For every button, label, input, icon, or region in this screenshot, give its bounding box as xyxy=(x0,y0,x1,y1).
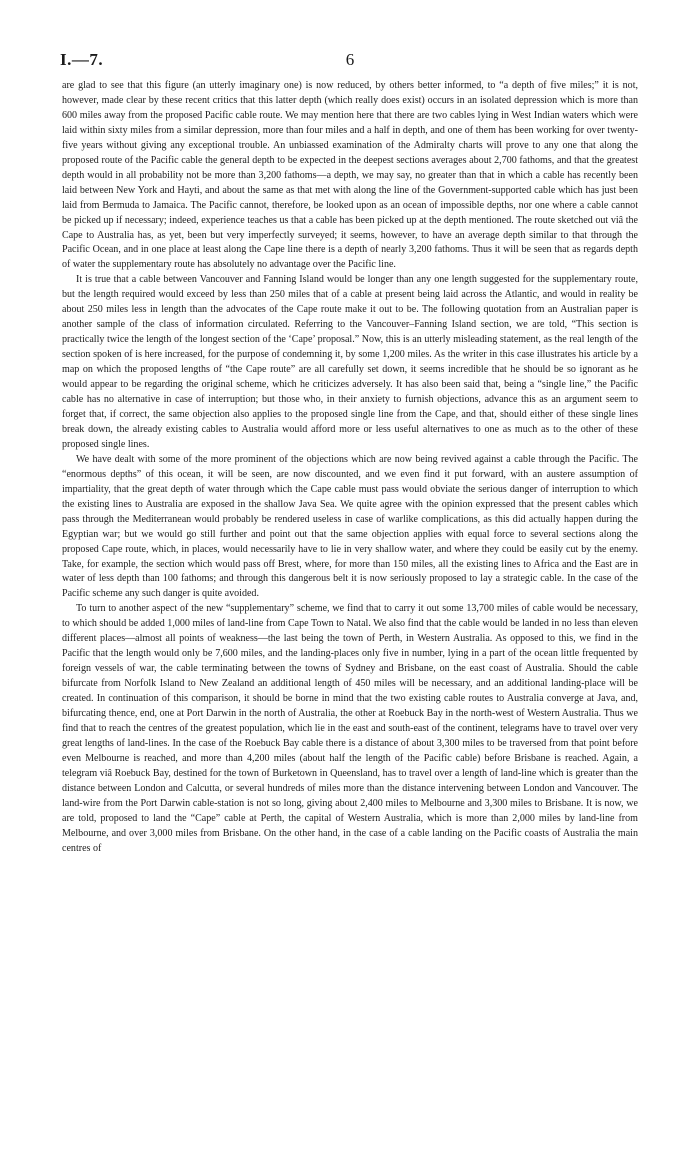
paragraph-2: It is true that a cable between Vancouver and Fanning Island would be longer than any one length suggested for the supplementary route, but the length required would exceed by less than 250 miles that of a cable at present being laid across the Atlantic, and would in reality be about 250 miles less in length than the advocates of the Cape route make it out to be. The following quotation from an Australian paper is another sample of the class of information circulated. Referring to the Vancouver–Fanning Island section, we are told, “This section is practically twice the length of the longest section of the ‘Cape’ proposal.” Now, this is an utterly misleading statement, as the real length of the section spoken of is here increased, for the purpose of condemning it, by some 1,200 miles. As the writer in this case illustrates his article by a map on which the proposed lengths of “the Cape route” are all carefully set down, it seems incredible that he should be so ignorant as he would appear to be regarding the original scheme, which he criticizes adversely. It has also been said that, being a “single line,” the Pacific cable has no alternative in case of interruption; but those who, in their anxiety to furnish objections, advance this as an argument seem to forget that, if correct, the same objection also applies to the proposed single line from the Cape, and that, should either of these single lines break down, the already existing cables to Australia would afford more or less useful alternatives to one as much as to the other of these proposed single lines. xyxy=(62,274,638,450)
page-number: 6 xyxy=(345,50,355,69)
paragraph-3: We have dealt with some of the more prominent of the objections which are now being revived against a cable through the Pacific. The “enormous depths” of this ocean, it will be seen, are now discounted, and we even find it put forward, with an austere assumption of impartiality, that the great depth of water through which the Cape cable must pass would obviate the serious danger of interruption to which the existing lines to Australia are exposed in the shallow Java Sea. We quite agree with the opinion expressed that the present cables which pass through the Mediterranean would probably be rendered useless in case of warlike complications, as this did actually happen during the Egyptian war; but we would go still further and point out that the same objection applies with equal force to several sections along the proposed Cape route, which, in places, would necessarily have to lie in very shallow water, and where they could be easily cut by the enemy. Take, for example, the section which would pass off Brest, where, for more than 150 miles, all the existing lines to Africa and the East are in water of less depth than 100 fathoms; and through this dangerous belt it is now seriously proposed to lay a strategic cable. In the case of the Pacific scheme any such danger is quite avoided. xyxy=(62,453,638,600)
page-header xyxy=(60,50,640,72)
paragraph-1: are glad to see that this figure (an utterly imaginary one) is now reduced, by others better informed, to “a depth of five miles;” it is not, however, made clear by these recent critics that this latter depth (which really does exist) occurs in an isolated depression which is more than 600 miles away from the proposed Pacific cable route. We may mention here that there are two cables lying in West Indian waters which were laid within sixty miles from a similar depression, more than four miles and a half in depth, and one of them has been working for over twenty-five years without giving any exceptional trouble. An unbiassed examination of the Admiralty charts will prove to any one that along the proposed route of the Pacific cable the general depth to be expected in the deepest sections averages about 2,700 fathoms, and that the greatest depth would in all probability not be more than 3,200 fathoms—a depth, we may say, no greater than that in which a cable has recently been laid between New York and Hayti, and about the same as that met with along the line of the Government-supported cable which has just been laid from Bermuda to Jamaica. The Pacific cannot, therefore, be looked upon as an ocean of impossible depths, nor one where a cable cannot be picked up if necessary; indeed, experience teaches us that a cable has been picked up at the depth mentioned. The route sketched out viâ the Cape to Australia has, as yet, been but very imperfectly surveyed; it seems, however, to have an average depth similar to that through the Pacific Ocean, and in one place at least along the Cape line there is a depth of nearly 3,200 fathoms. Thus it will be seen that as regards depth of water the supplementary route has absolutely no advantage over the Pacific line. xyxy=(62,80,638,271)
document-reference: I.—7. xyxy=(60,50,104,69)
paragraph-4: To turn to another aspect of the new “supplementary” scheme, we find that to carry it out some 13,700 miles of cable would be necessary, to which should be added 1,000 miles of land-line from Cape Town to Natal. We also find that the cable would be landed in no less than eleven different places—almost all points of weakness—the last being the town of Perth, in Western Australia. As opposed to this, we find in the Pacific that the length would only be 7,600 miles, and the landing-places only five in number, lying in a part of the ocean little frequented by foreign vessels of war, the cable terminating between the towns of Sydney and Brisbane, on the east coast of Australia. Should the cable bifurcate from Norfolk Island to New Zealand an additional length of 450 miles will be necessary, and an additional landing-place will be created. In continuation of this comparison, it should be borne in mind that the two existing cable routes to Australia converge at Java, and, bifurcating thence, end, one at Port Darwin in the north of Australia, the other at Roebuck Bay in the north-west of Western Australia. Thus we find that to reach the centres of the greatest population, which lie in the east and south-east of the continent, telegrams have to travel over very great lengths of land-lines. In the case of the Roebuck Bay cable there is a distance of about 3,300 miles to be traversed from that point before even Melbourne is reached, and more than 4,200 miles (about half the length of the Pacific cable) before Brisbane is reached. Again, a telegram viâ Roebuck Bay, destined for the town of Burketown in Queensland, has to travel over a length of land-line which is greater than the distance between London and Calcutta, or several hundreds of miles more than the distance intervening between London and Vancouver. The land-wire from the Port Darwin cable-station is not so long, giving about 2,400 miles to Melbourne and 3,300 miles to Brisbane. It is now, we are told, proposed to land the “Cape” cable at Perth, the capital of Western Australia, which is more than 2,000 miles by land-line from Melbourne, and over 3,000 miles from Brisbane. On the other hand, in the case of a cable landing on the Pacific coasts of Australia the main centres of xyxy=(62,603,638,854)
body-text xyxy=(62,79,638,857)
